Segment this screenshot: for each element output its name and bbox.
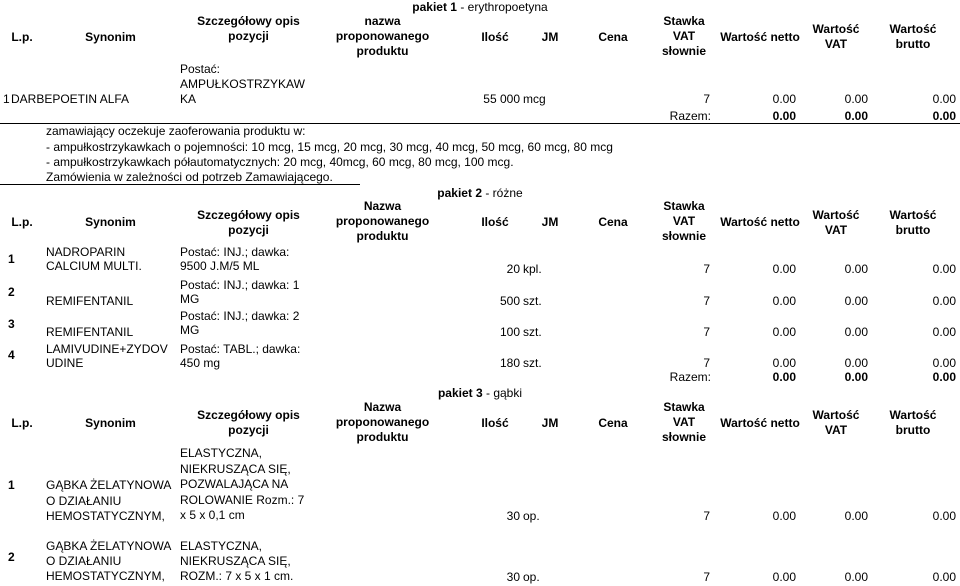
vat-cell: 0.00 (844, 294, 868, 308)
vat-cell: 0.00 (844, 325, 868, 339)
netto-cell: 0.00 (772, 570, 796, 584)
synonim-cell: LAMIVUDINE+ZYDOV UDINE (46, 342, 168, 370)
header-lp: L.p. (11, 215, 33, 229)
lp-cell: 2 (8, 285, 15, 299)
jm-cell: op. (523, 509, 540, 523)
header-netto: Wartość netto (720, 215, 800, 229)
stawka-cell: 7 (703, 570, 710, 584)
jm-cell: kpl. (523, 262, 542, 276)
vat-cell: 0.00 (844, 92, 868, 106)
netto-cell: 0.00 (772, 262, 796, 276)
synonim-cell: REMIFENTANIL (46, 325, 134, 339)
header-ilosc: Ilość (481, 215, 509, 229)
header-ilosc: Ilość (481, 416, 509, 430)
note-line: Zamówienia w zależności od potrzeb Zamawiającego. (46, 170, 333, 184)
ilosc-cell: 30 (506, 509, 520, 523)
header-brutto: Wartość brutto (889, 208, 937, 237)
razem-netto: 0.00 (772, 370, 796, 384)
header-jm: JM (541, 215, 559, 229)
header-synonim: Synonim (85, 215, 136, 229)
opis-cell: ELASTYCZNA, NIEKRUSZĄCA SIĘ, POZWALAJĄCA NA ROLOWANIE Rozm.: 7 x 5 x 0,1 cm (180, 446, 305, 522)
opis-cell: Postać: INJ.; dawka: 2 MG (180, 309, 300, 337)
jm-cell: szt. (523, 356, 542, 370)
razem-label: Razem: (669, 370, 711, 384)
stawka-cell: 7 (703, 325, 710, 339)
netto-cell: 0.00 (772, 325, 796, 339)
vat-cell: 0.00 (844, 509, 868, 523)
stawka-cell: 7 (703, 509, 710, 523)
header-opis: Szczegółowy opis pozycji (197, 408, 300, 437)
header-lp: L.p. (11, 30, 33, 44)
synonim-cell: GĄBKA ŻELATYNOWA O DZIAŁANIU HEMOSTATYCZNYM, (46, 478, 172, 523)
header-cena: Cena (598, 416, 628, 430)
stawka-cell: 7 (703, 294, 710, 308)
header-nazwa: Nazwa proponowanego produktu (335, 400, 430, 444)
pakiet-2-title: pakiet 2 - różne (437, 186, 523, 200)
header-brutto: Wartość brutto (889, 408, 937, 437)
header-lp: L.p. (11, 416, 33, 430)
lp-cell: 2 (8, 550, 15, 564)
ilosc-cell: 55 000 (483, 92, 520, 106)
ilosc-cell: 180 (499, 356, 520, 370)
brutto-cell: 0.00 (932, 356, 956, 370)
header-cena: Cena (598, 215, 628, 229)
jm-cell: szt. (523, 294, 542, 308)
header-nazwa: Nazwa proponowanego produktu (335, 199, 430, 243)
synonim-cell: REMIFENTANIL (46, 294, 134, 308)
header-stawka: Stawka VAT słownie (661, 199, 706, 243)
razem-vat: 0.00 (844, 370, 868, 384)
netto-cell: 0.00 (772, 356, 796, 370)
razem-label: Razem: (669, 109, 711, 123)
stawka-cell: 7 (703, 262, 710, 276)
netto-cell: 0.00 (772, 92, 796, 106)
note-line: - ampułkostrzykawkach o pojemności: 10 mcg, 15 mcg, 20 mcg, 30 mcg, 40 mcg, 50 mcg, 60 mcg, 80 mcg (46, 140, 613, 154)
header-vat: Wartość VAT (812, 208, 860, 237)
ilosc-cell: 20 (506, 262, 520, 276)
synonim-cell: NADROPARIN CALCIUM MULTI. (46, 245, 142, 273)
brutto-cell: 0.00 (932, 570, 956, 584)
jm-cell: op. (523, 570, 540, 584)
opis-cell: ELASTYCZNA, NIEKRUSZĄCA SIĘ, ROZM.: 7 x 5 x 1 cm. (180, 539, 294, 583)
header-opis: Szczegółowy opis pozycji (197, 14, 300, 43)
brutto-cell: 0.00 (932, 294, 956, 308)
jm-cell: szt. (523, 325, 542, 339)
razem-brutto: 0.00 (932, 109, 956, 123)
netto-cell: 0.00 (772, 294, 796, 308)
lp-cell: 3 (8, 317, 15, 331)
opis-cell: Postać: INJ.; dawka: 9500 J.M/5 ML (180, 245, 290, 273)
lp-cell: 4 (8, 348, 15, 362)
header-opis: Szczegółowy opis pozycji (197, 208, 300, 237)
header-brutto: Wartość brutto (889, 22, 937, 51)
ilosc-cell: 500 (499, 294, 520, 308)
vat-cell: 0.00 (844, 570, 868, 584)
vat-cell: 0.00 (844, 262, 868, 276)
brutto-cell: 0.00 (932, 92, 956, 106)
stawka-cell: 7 (703, 356, 710, 370)
opis-cell: Postać: INJ.; dawka: 1 MG (180, 278, 300, 306)
lp-cell: 1 (8, 252, 15, 266)
header-nazwa: nazwa proponowanego produktu (335, 14, 430, 58)
lp-cell: 1 (3, 92, 10, 106)
header-netto: Wartość netto (720, 30, 800, 44)
header-ilosc: Ilość (481, 30, 509, 44)
note-line: zamawiający oczekuje zaoferowania produktu w: (46, 124, 306, 138)
header-netto: Wartość netto (720, 416, 800, 430)
notes-divider (0, 184, 360, 185)
brutto-cell: 0.00 (932, 509, 956, 523)
header-synonim: Synonim (85, 30, 136, 44)
pakiet-1-title: pakiet 1 - erythropoetyna (412, 0, 548, 14)
header-stawka: Stawka VAT słownie (661, 400, 706, 444)
synonim-cell: GĄBKA ŻELATYNOWA O DZIAŁANIU HEMOSTATYCZNYM, (46, 539, 172, 583)
pakiet-3-title: pakiet 3 - gąbki (437, 386, 523, 400)
header-jm: JM (541, 416, 559, 430)
brutto-cell: 0.00 (932, 262, 956, 276)
header-cena: Cena (598, 30, 628, 44)
ilosc-cell: 100 (499, 325, 520, 339)
brutto-cell: 0.00 (932, 325, 956, 339)
header-synonim: Synonim (85, 416, 136, 430)
ilosc-cell: 30 (506, 570, 520, 584)
vat-cell: 0.00 (844, 356, 868, 370)
stawka-cell: 7 (703, 92, 710, 106)
opis-cell: Postać: AMPUŁKOSTRZYKAW KA (180, 62, 305, 106)
synonim-cell: DARBEPOETIN ALFA (11, 92, 130, 106)
header-vat: Wartość VAT (812, 22, 860, 51)
header-jm: JM (541, 30, 559, 44)
netto-cell: 0.00 (772, 509, 796, 523)
jm-cell: mcg (523, 92, 546, 106)
note-line: - ampułkostrzykawkach półautomatycznych: 20 mcg, 40mcg, 60 mcg, 80 mcg, 100 mcg. (46, 155, 514, 169)
lp-cell: 1 (8, 478, 15, 492)
razem-vat: 0.00 (844, 109, 868, 123)
razem-brutto: 0.00 (932, 370, 956, 384)
opis-cell: Postać: TABL.; dawka: 450 mg (180, 342, 301, 370)
header-vat: Wartość VAT (812, 408, 860, 437)
header-stawka: Stawka VAT słownie (661, 14, 706, 58)
razem-netto: 0.00 (772, 109, 796, 123)
